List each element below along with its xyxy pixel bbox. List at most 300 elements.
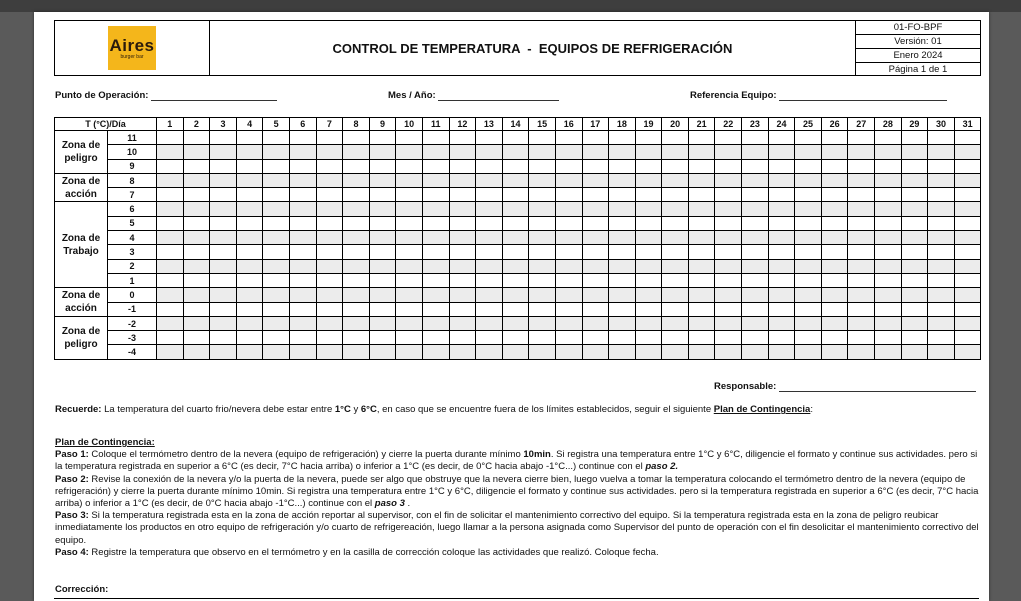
temperature-cell[interactable]	[582, 231, 609, 245]
temperature-cell[interactable]	[635, 131, 662, 145]
temperature-cell[interactable]	[236, 288, 263, 302]
temperature-cell[interactable]	[555, 331, 582, 345]
temperature-cell[interactable]	[635, 173, 662, 187]
temperature-cell[interactable]	[422, 245, 449, 259]
temperature-cell[interactable]	[157, 288, 184, 302]
temperature-cell[interactable]	[742, 259, 769, 273]
temperature-cell[interactable]	[901, 145, 928, 159]
temperature-cell[interactable]	[821, 188, 848, 202]
temperature-cell[interactable]	[742, 216, 769, 230]
temperature-cell[interactable]	[263, 145, 290, 159]
temperature-cell[interactable]	[183, 345, 210, 359]
temperature-cell[interactable]	[555, 345, 582, 359]
temperature-cell[interactable]	[210, 131, 237, 145]
temperature-cell[interactable]	[236, 345, 263, 359]
temperature-cell[interactable]	[210, 345, 237, 359]
temperature-cell[interactable]	[688, 202, 715, 216]
temperature-cell[interactable]	[901, 273, 928, 287]
temperature-cell[interactable]	[316, 159, 343, 173]
temperature-cell[interactable]	[263, 231, 290, 245]
temperature-cell[interactable]	[343, 288, 370, 302]
temperature-cell[interactable]	[529, 345, 556, 359]
temperature-cell[interactable]	[183, 173, 210, 187]
temperature-cell[interactable]	[821, 131, 848, 145]
temperature-cell[interactable]	[688, 316, 715, 330]
temperature-cell[interactable]	[715, 259, 742, 273]
temperature-cell[interactable]	[688, 245, 715, 259]
temperature-cell[interactable]	[715, 273, 742, 287]
temperature-cell[interactable]	[609, 302, 636, 316]
temperature-cell[interactable]	[954, 131, 981, 145]
temperature-cell[interactable]	[449, 188, 476, 202]
temperature-cell[interactable]	[316, 331, 343, 345]
temperature-cell[interactable]	[369, 202, 396, 216]
temperature-cell[interactable]	[449, 145, 476, 159]
temperature-cell[interactable]	[289, 259, 316, 273]
temperature-cell[interactable]	[502, 288, 529, 302]
temperature-cell[interactable]	[476, 245, 503, 259]
temperature-cell[interactable]	[582, 202, 609, 216]
temperature-cell[interactable]	[848, 245, 875, 259]
temperature-cell[interactable]	[210, 331, 237, 345]
temperature-cell[interactable]	[582, 273, 609, 287]
temperature-cell[interactable]	[768, 131, 795, 145]
temperature-cell[interactable]	[609, 259, 636, 273]
temperature-cell[interactable]	[795, 231, 822, 245]
temperature-cell[interactable]	[529, 202, 556, 216]
temperature-cell[interactable]	[821, 202, 848, 216]
temperature-cell[interactable]	[901, 216, 928, 230]
temperature-cell[interactable]	[768, 259, 795, 273]
temperature-cell[interactable]	[529, 316, 556, 330]
temperature-cell[interactable]	[635, 159, 662, 173]
temperature-cell[interactable]	[688, 273, 715, 287]
temperature-cell[interactable]	[263, 316, 290, 330]
temperature-cell[interactable]	[848, 231, 875, 245]
temperature-cell[interactable]	[688, 331, 715, 345]
temperature-cell[interactable]	[662, 259, 689, 273]
temperature-cell[interactable]	[901, 173, 928, 187]
temperature-cell[interactable]	[396, 202, 423, 216]
temperature-cell[interactable]	[635, 331, 662, 345]
temperature-cell[interactable]	[449, 159, 476, 173]
temperature-cell[interactable]	[157, 131, 184, 145]
temperature-cell[interactable]	[875, 259, 902, 273]
temperature-cell[interactable]	[555, 202, 582, 216]
temperature-cell[interactable]	[157, 345, 184, 359]
temperature-cell[interactable]	[157, 259, 184, 273]
temperature-cell[interactable]	[795, 273, 822, 287]
temperature-cell[interactable]	[768, 188, 795, 202]
temperature-cell[interactable]	[316, 259, 343, 273]
temperature-cell[interactable]	[422, 231, 449, 245]
temperature-cell[interactable]	[210, 288, 237, 302]
temperature-cell[interactable]	[609, 245, 636, 259]
temperature-cell[interactable]	[502, 331, 529, 345]
temperature-cell[interactable]	[582, 302, 609, 316]
temperature-cell[interactable]	[954, 216, 981, 230]
temperature-cell[interactable]	[635, 188, 662, 202]
temperature-cell[interactable]	[635, 202, 662, 216]
temperature-cell[interactable]	[742, 131, 769, 145]
temperature-cell[interactable]	[476, 302, 503, 316]
temperature-cell[interactable]	[848, 259, 875, 273]
responsable-line[interactable]	[779, 381, 976, 392]
temperature-cell[interactable]	[502, 173, 529, 187]
temperature-cell[interactable]	[875, 302, 902, 316]
temperature-cell[interactable]	[821, 316, 848, 330]
temperature-cell[interactable]	[529, 173, 556, 187]
temperature-cell[interactable]	[183, 159, 210, 173]
temperature-cell[interactable]	[901, 259, 928, 273]
temperature-cell[interactable]	[316, 188, 343, 202]
temperature-cell[interactable]	[183, 245, 210, 259]
temperature-cell[interactable]	[928, 302, 955, 316]
temperature-cell[interactable]	[582, 331, 609, 345]
temperature-cell[interactable]	[582, 245, 609, 259]
temperature-cell[interactable]	[183, 202, 210, 216]
temperature-cell[interactable]	[157, 273, 184, 287]
temperature-cell[interactable]	[502, 202, 529, 216]
temperature-cell[interactable]	[343, 173, 370, 187]
temperature-cell[interactable]	[742, 302, 769, 316]
temperature-cell[interactable]	[369, 273, 396, 287]
temperature-cell[interactable]	[795, 202, 822, 216]
temperature-cell[interactable]	[795, 145, 822, 159]
temperature-cell[interactable]	[688, 288, 715, 302]
temperature-cell[interactable]	[875, 145, 902, 159]
temperature-cell[interactable]	[369, 188, 396, 202]
temperature-cell[interactable]	[449, 131, 476, 145]
temperature-cell[interactable]	[662, 188, 689, 202]
temperature-cell[interactable]	[555, 231, 582, 245]
temperature-cell[interactable]	[236, 216, 263, 230]
temperature-cell[interactable]	[928, 273, 955, 287]
temperature-cell[interactable]	[715, 173, 742, 187]
temperature-cell[interactable]	[582, 288, 609, 302]
temperature-cell[interactable]	[715, 331, 742, 345]
temperature-cell[interactable]	[316, 202, 343, 216]
temperature-cell[interactable]	[263, 288, 290, 302]
temperature-cell[interactable]	[555, 273, 582, 287]
temperature-cell[interactable]	[236, 173, 263, 187]
temperature-cell[interactable]	[928, 159, 955, 173]
temperature-cell[interactable]	[928, 131, 955, 145]
temperature-cell[interactable]	[476, 159, 503, 173]
temperature-cell[interactable]	[609, 231, 636, 245]
temperature-cell[interactable]	[795, 245, 822, 259]
temperature-cell[interactable]	[316, 245, 343, 259]
temperature-cell[interactable]	[795, 173, 822, 187]
temperature-cell[interactable]	[449, 288, 476, 302]
temperature-cell[interactable]	[210, 231, 237, 245]
temperature-cell[interactable]	[183, 145, 210, 159]
temperature-cell[interactable]	[928, 259, 955, 273]
temperature-cell[interactable]	[715, 202, 742, 216]
temperature-cell[interactable]	[343, 259, 370, 273]
temperature-cell[interactable]	[555, 216, 582, 230]
temperature-cell[interactable]	[715, 288, 742, 302]
temperature-cell[interactable]	[688, 145, 715, 159]
temperature-cell[interactable]	[662, 345, 689, 359]
temperature-cell[interactable]	[210, 316, 237, 330]
temperature-cell[interactable]	[875, 331, 902, 345]
temperature-cell[interactable]	[183, 259, 210, 273]
temperature-cell[interactable]	[715, 131, 742, 145]
temperature-cell[interactable]	[768, 331, 795, 345]
temperature-cell[interactable]	[848, 159, 875, 173]
temperature-cell[interactable]	[157, 188, 184, 202]
temperature-cell[interactable]	[742, 316, 769, 330]
temperature-cell[interactable]	[821, 159, 848, 173]
temperature-cell[interactable]	[901, 202, 928, 216]
temperature-cell[interactable]	[529, 331, 556, 345]
temperature-cell[interactable]	[688, 131, 715, 145]
temperature-cell[interactable]	[795, 216, 822, 230]
temperature-cell[interactable]	[901, 231, 928, 245]
temperature-cell[interactable]	[369, 259, 396, 273]
temperature-cell[interactable]	[901, 131, 928, 145]
temperature-cell[interactable]	[422, 345, 449, 359]
temperature-cell[interactable]	[662, 302, 689, 316]
temperature-cell[interactable]	[821, 331, 848, 345]
temperature-cell[interactable]	[316, 273, 343, 287]
temperature-cell[interactable]	[316, 316, 343, 330]
temperature-cell[interactable]	[369, 173, 396, 187]
temperature-cell[interactable]	[609, 131, 636, 145]
temperature-cell[interactable]	[476, 216, 503, 230]
temperature-cell[interactable]	[848, 202, 875, 216]
temperature-cell[interactable]	[928, 345, 955, 359]
temperature-cell[interactable]	[476, 188, 503, 202]
temperature-cell[interactable]	[662, 245, 689, 259]
temperature-cell[interactable]	[662, 145, 689, 159]
temperature-cell[interactable]	[289, 131, 316, 145]
temperature-cell[interactable]	[157, 145, 184, 159]
temperature-cell[interactable]	[928, 145, 955, 159]
temperature-cell[interactable]	[928, 316, 955, 330]
temperature-cell[interactable]	[662, 131, 689, 145]
temperature-cell[interactable]	[954, 159, 981, 173]
temperature-cell[interactable]	[529, 302, 556, 316]
temperature-cell[interactable]	[502, 345, 529, 359]
temperature-cell[interactable]	[529, 216, 556, 230]
temperature-cell[interactable]	[157, 159, 184, 173]
temperature-cell[interactable]	[635, 245, 662, 259]
temperature-cell[interactable]	[875, 245, 902, 259]
temperature-cell[interactable]	[954, 202, 981, 216]
temperature-cell[interactable]	[555, 302, 582, 316]
temperature-cell[interactable]	[210, 159, 237, 173]
temperature-cell[interactable]	[369, 316, 396, 330]
temperature-cell[interactable]	[157, 245, 184, 259]
temperature-cell[interactable]	[236, 259, 263, 273]
temperature-cell[interactable]	[715, 316, 742, 330]
temperature-cell[interactable]	[954, 331, 981, 345]
temperature-cell[interactable]	[476, 231, 503, 245]
temperature-cell[interactable]	[502, 231, 529, 245]
temperature-cell[interactable]	[396, 173, 423, 187]
temperature-cell[interactable]	[236, 331, 263, 345]
temperature-cell[interactable]	[529, 245, 556, 259]
temperature-cell[interactable]	[609, 145, 636, 159]
temperature-cell[interactable]	[449, 273, 476, 287]
temperature-cell[interactable]	[236, 131, 263, 145]
temperature-cell[interactable]	[662, 331, 689, 345]
temperature-cell[interactable]	[210, 145, 237, 159]
temperature-cell[interactable]	[502, 259, 529, 273]
temperature-cell[interactable]	[502, 273, 529, 287]
temperature-cell[interactable]	[635, 316, 662, 330]
temperature-cell[interactable]	[396, 159, 423, 173]
temperature-cell[interactable]	[768, 345, 795, 359]
temperature-cell[interactable]	[316, 288, 343, 302]
temperature-cell[interactable]	[396, 259, 423, 273]
temperature-cell[interactable]	[848, 145, 875, 159]
temperature-cell[interactable]	[555, 159, 582, 173]
temperature-cell[interactable]	[210, 273, 237, 287]
temperature-cell[interactable]	[210, 188, 237, 202]
temperature-cell[interactable]	[795, 131, 822, 145]
temperature-cell[interactable]	[688, 188, 715, 202]
temperature-cell[interactable]	[582, 216, 609, 230]
temperature-cell[interactable]	[449, 302, 476, 316]
temperature-cell[interactable]	[954, 173, 981, 187]
temperature-cell[interactable]	[529, 188, 556, 202]
temperature-cell[interactable]	[476, 145, 503, 159]
temperature-cell[interactable]	[928, 231, 955, 245]
temperature-cell[interactable]	[848, 188, 875, 202]
temperature-cell[interactable]	[954, 188, 981, 202]
temperature-cell[interactable]	[449, 316, 476, 330]
temperature-cell[interactable]	[369, 159, 396, 173]
temperature-cell[interactable]	[396, 345, 423, 359]
temperature-cell[interactable]	[848, 273, 875, 287]
temperature-cell[interactable]	[289, 316, 316, 330]
temperature-cell[interactable]	[582, 188, 609, 202]
temperature-cell[interactable]	[609, 173, 636, 187]
temperature-cell[interactable]	[210, 173, 237, 187]
temperature-cell[interactable]	[502, 188, 529, 202]
temperature-cell[interactable]	[954, 145, 981, 159]
temperature-cell[interactable]	[396, 216, 423, 230]
temperature-cell[interactable]	[396, 231, 423, 245]
temperature-cell[interactable]	[476, 173, 503, 187]
temperature-cell[interactable]	[848, 288, 875, 302]
temperature-cell[interactable]	[768, 159, 795, 173]
temperature-cell[interactable]	[343, 302, 370, 316]
temperature-cell[interactable]	[369, 131, 396, 145]
temperature-cell[interactable]	[582, 259, 609, 273]
temperature-cell[interactable]	[662, 273, 689, 287]
temperature-cell[interactable]	[183, 131, 210, 145]
temperature-cell[interactable]	[343, 345, 370, 359]
temperature-cell[interactable]	[396, 288, 423, 302]
temperature-cell[interactable]	[582, 131, 609, 145]
temperature-cell[interactable]	[875, 131, 902, 145]
temperature-cell[interactable]	[157, 173, 184, 187]
temperature-cell[interactable]	[635, 273, 662, 287]
temperature-cell[interactable]	[768, 302, 795, 316]
temperature-cell[interactable]	[343, 273, 370, 287]
temperature-cell[interactable]	[875, 288, 902, 302]
temperature-cell[interactable]	[795, 288, 822, 302]
temperature-cell[interactable]	[954, 345, 981, 359]
temperature-cell[interactable]	[343, 145, 370, 159]
temperature-cell[interactable]	[795, 159, 822, 173]
temperature-cell[interactable]	[502, 159, 529, 173]
temperature-cell[interactable]	[555, 288, 582, 302]
temperature-cell[interactable]	[476, 273, 503, 287]
temperature-cell[interactable]	[715, 231, 742, 245]
temperature-cell[interactable]	[582, 145, 609, 159]
temperature-cell[interactable]	[954, 302, 981, 316]
temperature-cell[interactable]	[821, 259, 848, 273]
temperature-cell[interactable]	[635, 288, 662, 302]
temperature-cell[interactable]	[476, 316, 503, 330]
temperature-cell[interactable]	[343, 245, 370, 259]
temperature-cell[interactable]	[688, 345, 715, 359]
temperature-cell[interactable]	[848, 316, 875, 330]
temperature-cell[interactable]	[183, 231, 210, 245]
punto-operacion-line[interactable]	[151, 90, 277, 101]
temperature-cell[interactable]	[742, 245, 769, 259]
temperature-cell[interactable]	[609, 202, 636, 216]
temperature-cell[interactable]	[635, 259, 662, 273]
temperature-cell[interactable]	[316, 173, 343, 187]
temperature-cell[interactable]	[422, 331, 449, 345]
temperature-cell[interactable]	[476, 331, 503, 345]
temperature-cell[interactable]	[263, 131, 290, 145]
temperature-cell[interactable]	[768, 245, 795, 259]
temperature-cell[interactable]	[369, 331, 396, 345]
temperature-cell[interactable]	[263, 188, 290, 202]
temperature-cell[interactable]	[343, 159, 370, 173]
temperature-cell[interactable]	[529, 259, 556, 273]
temperature-cell[interactable]	[263, 345, 290, 359]
temperature-cell[interactable]	[476, 345, 503, 359]
temperature-cell[interactable]	[582, 316, 609, 330]
temperature-cell[interactable]	[449, 345, 476, 359]
temperature-cell[interactable]	[263, 273, 290, 287]
temperature-cell[interactable]	[715, 216, 742, 230]
temperature-cell[interactable]	[529, 145, 556, 159]
temperature-cell[interactable]	[449, 331, 476, 345]
temperature-cell[interactable]	[236, 145, 263, 159]
temperature-cell[interactable]	[476, 202, 503, 216]
temperature-cell[interactable]	[848, 131, 875, 145]
temperature-cell[interactable]	[875, 159, 902, 173]
temperature-cell[interactable]	[422, 173, 449, 187]
temperature-cell[interactable]	[609, 159, 636, 173]
temperature-cell[interactable]	[901, 302, 928, 316]
temperature-cell[interactable]	[688, 259, 715, 273]
temperature-cell[interactable]	[662, 202, 689, 216]
temperature-cell[interactable]	[662, 288, 689, 302]
temperature-cell[interactable]	[263, 173, 290, 187]
temperature-cell[interactable]	[901, 345, 928, 359]
temperature-cell[interactable]	[848, 216, 875, 230]
temperature-cell[interactable]	[210, 302, 237, 316]
temperature-cell[interactable]	[263, 202, 290, 216]
temperature-cell[interactable]	[263, 159, 290, 173]
temperature-cell[interactable]	[688, 216, 715, 230]
temperature-cell[interactable]	[289, 173, 316, 187]
temperature-cell[interactable]	[901, 331, 928, 345]
temperature-cell[interactable]	[369, 145, 396, 159]
temperature-cell[interactable]	[316, 302, 343, 316]
referencia-equipo-line[interactable]	[779, 90, 947, 101]
